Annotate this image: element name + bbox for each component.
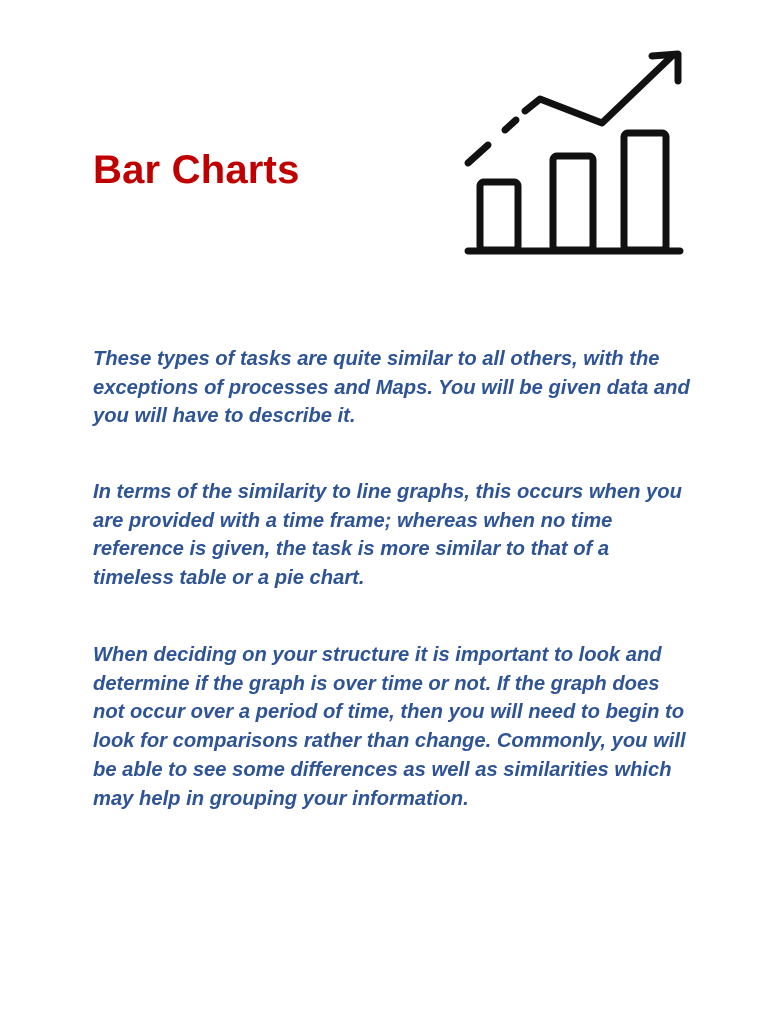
bar-chart-growth-icon [458, 44, 690, 262]
trend-line [525, 56, 672, 123]
trend-dash-1 [468, 145, 488, 163]
bar-1 [480, 182, 518, 250]
icon-strokes [468, 54, 680, 251]
page-title: Bar Charts [93, 148, 300, 192]
bar-2 [553, 156, 593, 250]
trend-dash-2 [505, 120, 516, 130]
paragraph-structure: When deciding on your structure it is important to look and determine if the graph is over time or not. If the graph does not occur over a period of time, then you will need to begin to look for comparisons rather than change. Commonly, you will be able to see some differences as well as similarities which may help in grouping your information. [93, 644, 686, 810]
paragraph-line-graph-similarity: In terms of the similarity to line graphs, this occurs when you are provided with a time frame; whereas when no time reference is given, the task is more similar to that of a timeless table or a pie chart. [93, 481, 682, 590]
paragraph-intro: These types of tasks are quite similar to all others, with the exceptions of processes and Maps. You will be given data and you will have to describe it. [93, 348, 690, 428]
bar-3 [624, 133, 666, 250]
